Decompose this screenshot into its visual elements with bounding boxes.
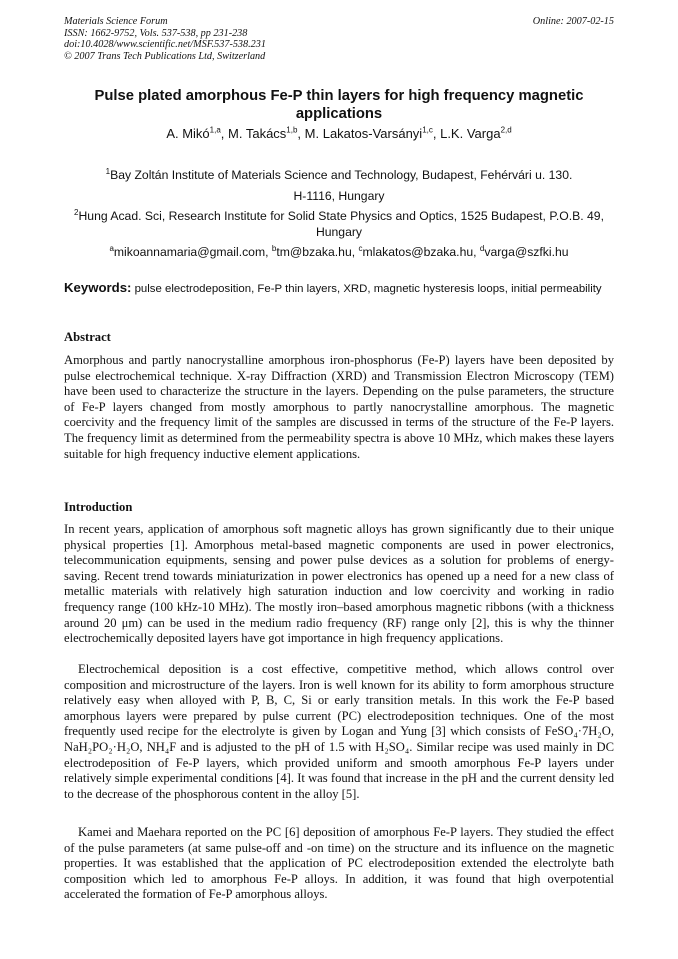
author-name: L.K. Varga — [440, 126, 501, 141]
paragraph-2-part-a: Electrochemical deposition is a cost effective, competitive method, which allows control over composition and microstructure of the layers. Iron is well known for its ability to form amorphous structure relatively easy when alloyed with P, B, C, Si or early transition metals. In this work the Fe-P based amorphous layers were prepared by pulse current (PC) electrodeposition techniques. One of the most frequently used recipe for the electrolyte is given by Logan and Yung [3] which consists of — [64, 662, 614, 739]
publication-info — [64, 16, 266, 62]
abstract-text: Amorphous and partly nanocrystalline amorphous iron-phosphorus (Fe-P) layers have been deposited by pulse electrochemical technique. X-ray Diffraction (XRD) and Transmission Electron Microscopy (TEM) have been used to characterize the structure in the layers. Depending on the pulse parameters, the structure of Fe-P layers changed from mostly amorphous to partly nanocrystalline amorphous. The magnetic coercivity and the frequency limit of the samples are discussed in terms of the structure of the Fe-P layers. The frequency limit as determined from the permeability spectra is above 10 MHz, which makes these layers suitable for high frequency inductive element applications. — [64, 353, 614, 461]
author-superscript: 1,b — [286, 125, 298, 135]
paragraph-2-part-c: . Similar recipe was used mainly in DC electrodeposition of Fe-P layers, which provided uniform and smooth amorphous Fe-P layers under relatively simple experimental conditions [4]. It was found that increase in the pH and the current density led to the decrease of the phosphorous content in the alloy [5]. — [64, 739, 614, 801]
online-date: Online: 2007-02-15 — [532, 16, 614, 27]
abstract-heading: Abstract — [64, 330, 111, 344]
author-superscript: 1,c — [422, 125, 433, 135]
affiliation-superscript: 1 — [105, 166, 111, 176]
introduction-paragraph-2 — [64, 662, 614, 802]
journal-name: Materials Science Forum — [64, 16, 168, 27]
paragraph-2-part-b: and is adjusted to the pH of 1.5 with — [176, 739, 376, 754]
author-separator: , — [432, 126, 441, 141]
author-superscript: 1,a — [209, 125, 221, 135]
introduction-paragraph-1: In recent years, application of amorphous soft magnetic alloys has grown significantly due to their unique physical properties [1]. Amorphous metal-based magnetic components are used in power electronics, telecommunication equipments, sensing and power pulse devices as a solution for problems of energy-saving. Recent trend towards miniaturization in power electronics has opened up a need for a new class of metallic materials with relatively high saturation induction and low coercivity and working in radio frequency range (100 kHz-10 MHz). The mostly iron–based amorphous magnetic ribbons (with a thickness around 20 μm) can be used in the medium radio frequency (RF) range only [2], this is why the thinner electrochemically deposited layers have got importance in high frequency applications. — [64, 522, 614, 646]
author-separator: , — [297, 126, 305, 141]
author-superscript: 2,d — [500, 125, 512, 135]
author-name: M. Lakatos-Varsányi — [304, 126, 423, 141]
chemical-formula-electrolyte: FeSO₄·7H₂O, NaH₂PO₂·H₂O, NH₄F — [64, 724, 614, 754]
author-name: A. Mikó — [166, 126, 210, 141]
paper-title: Pulse plated amorphous Fe-P thin layers for high frequency magnetic applications — [94, 88, 584, 122]
email-superscript: c — [358, 243, 363, 253]
email-superscript: d — [479, 243, 485, 253]
affiliation-1-line-2: H-1116, Hungary — [293, 189, 385, 203]
email-superscript: a — [109, 243, 114, 253]
affiliation-superscript: 2 — [74, 207, 79, 217]
affiliation-2 — [64, 208, 614, 240]
email-separator: , — [265, 245, 272, 259]
affiliation-1 — [64, 167, 614, 183]
introduction-paragraph-3: Kamei and Maehara reported on the PC [6] deposition of amorphous Fe-P layers. They studied the effect of the pulse parameters (at same pulse-off and -on time) on the structure and its influence on the magnetic properties. It was established that the application of PC electrodeposition extended the electrolyte bath composition which led to amorphous Fe-P alloys. In addition, it was found that high overpotential accelerated the formation of Fe-P amorphous alloys. — [64, 825, 614, 902]
email-link[interactable]: mlakatos@bzaka.hu — [362, 245, 474, 259]
copyright-line: © 2007 Trans Tech Publications Ltd, Switzerland — [64, 50, 266, 62]
email-separator: , — [351, 245, 359, 259]
chemical-formula-acid: H₂SO₄ — [375, 739, 410, 754]
introduction-heading: Introduction — [64, 500, 133, 514]
author-list — [64, 126, 614, 142]
email-separator: , — [473, 245, 480, 259]
keywords — [64, 281, 616, 297]
email-link[interactable]: varga@szfki.hu — [484, 245, 569, 259]
email-link[interactable]: tm@bzaka.hu — [276, 245, 352, 259]
author-name: M. Takács — [228, 126, 287, 141]
email-superscript: b — [271, 243, 277, 253]
author-separator: , — [220, 126, 229, 141]
email-link[interactable]: mikoannamaria@gmail.com — [113, 245, 266, 259]
affiliation-2-text: Hung Acad. Sci, Research Institute for Solid State Physics and Optics, 1525 Budapest, P.O.B. 49, Hungary — [78, 209, 604, 239]
keywords-label: Keywords: — [64, 280, 132, 295]
email-list — [64, 244, 614, 260]
doi-line: doi:10.4028/www.scientific.net/MSF.537-538.231 — [64, 39, 266, 50]
issn-line: ISSN: 1662-9752, Vols. 537-538, pp 231-238 — [64, 27, 248, 39]
affiliation-1-line-1: Bay Zoltán Institute of Materials Science and Technology, Budapest, Fehérvári u. 130. — [110, 168, 573, 182]
keywords-text: pulse electrodeposition, Fe-P thin layers, XRD, magnetic hysteresis loops, initial permeability — [131, 283, 602, 295]
